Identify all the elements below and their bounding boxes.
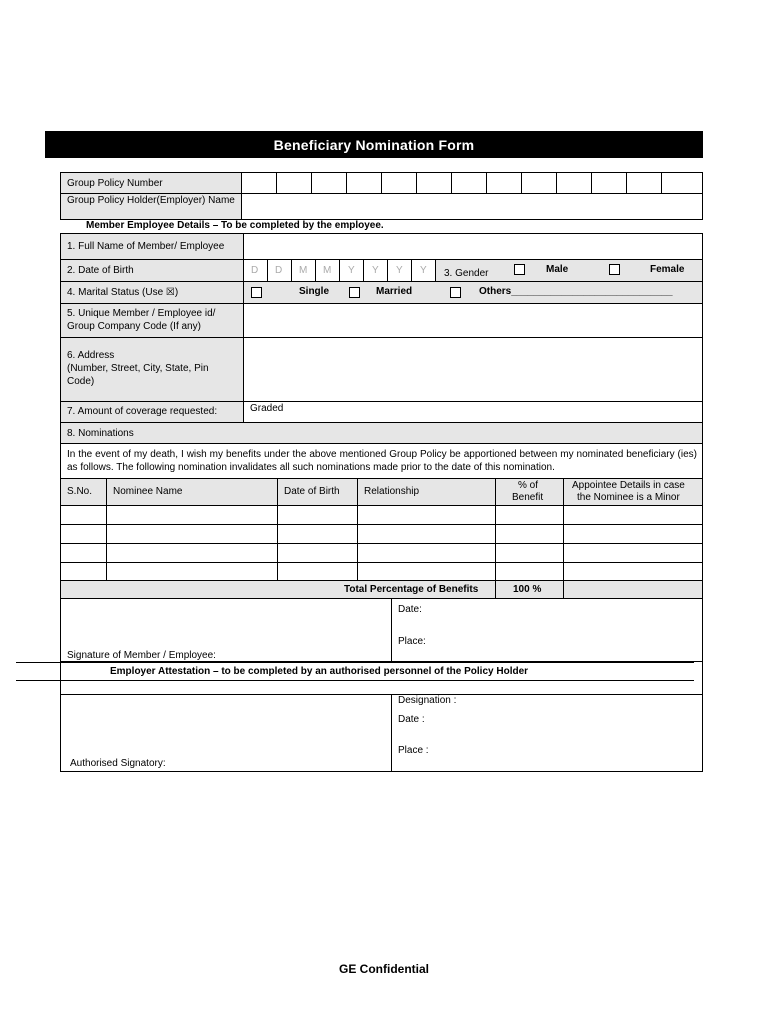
member-section-heading: Member Employee Details – To be completed by the employee. bbox=[86, 220, 384, 231]
form-title: Beneficiary Nomination Form bbox=[45, 131, 703, 158]
address-label-cell bbox=[60, 337, 244, 402]
gender-female-label: Female bbox=[650, 264, 685, 275]
marital-married-label: Married bbox=[376, 286, 413, 297]
gender-label: 3. Gender bbox=[444, 268, 489, 279]
dob-digit-8: Y bbox=[420, 265, 427, 276]
dob-digit-2: D bbox=[275, 265, 283, 276]
designation-label: Designation : bbox=[398, 695, 457, 706]
header-appointee-line1: Appointee Details in case bbox=[572, 480, 685, 491]
authorised-signatory-label[interactable]: Authorised Signatory: bbox=[70, 758, 166, 769]
header-dob: Date of Birth bbox=[284, 486, 340, 497]
policy-holder-field[interactable] bbox=[241, 193, 703, 220]
dob-digit-7: Y bbox=[396, 265, 403, 276]
full-name-label-cell bbox=[60, 233, 244, 260]
gender-male-label: Male bbox=[546, 264, 569, 275]
footer-confidential: GE Confidential bbox=[339, 962, 429, 976]
full-name-field[interactable] bbox=[243, 233, 703, 260]
marital-single-checkbox[interactable] bbox=[251, 287, 262, 298]
dob-label: 2. Date of Birth bbox=[67, 265, 134, 276]
member-signature-label[interactable]: Signature of Member / Employee: bbox=[67, 650, 216, 661]
table-row bbox=[60, 524, 703, 525]
marital-label-cell bbox=[60, 281, 244, 304]
coverage-label: 7. Amount of coverage requested: bbox=[67, 406, 218, 417]
gender-male-checkbox[interactable] bbox=[514, 264, 525, 275]
attestation-place-label: Place : bbox=[398, 745, 429, 756]
total-value: 100 % bbox=[513, 584, 542, 595]
address-field[interactable] bbox=[243, 337, 703, 402]
dob-digit-1: D bbox=[251, 265, 259, 276]
unique-id-label-cell bbox=[60, 303, 244, 338]
member-date-label: Date: bbox=[398, 604, 422, 615]
header-sno: S.No. bbox=[67, 486, 93, 497]
full-name-label: 1. Full Name of Member/ Employee bbox=[67, 241, 225, 252]
policy-holder-label-cell bbox=[60, 193, 242, 220]
marital-married-checkbox[interactable] bbox=[349, 287, 360, 298]
group-policy-number-label: Group Policy Number bbox=[67, 178, 163, 189]
table-row bbox=[60, 543, 703, 544]
coverage-label-cell bbox=[60, 401, 244, 423]
employer-section-heading: Employer Attestation – to be completed by an authorised personnel of the Policy Holder bbox=[110, 666, 529, 677]
table-row bbox=[60, 562, 703, 563]
marital-others-checkbox[interactable] bbox=[450, 287, 461, 298]
nominations-text: In the event of my death, I wish my benefits under the above mentioned Group Policy be apportioned between my nominated beneficiary (ies) as follows. The following nomination invalidates all such nominations made prior to the date of this nomination. bbox=[67, 449, 697, 473]
nominations-text-cell bbox=[60, 443, 703, 479]
marital-others-label: Others_____________________________ bbox=[479, 286, 673, 297]
address-label-line2: (Number, Street, City, State, Pin bbox=[67, 363, 209, 374]
nominations-label: 8. Nominations bbox=[67, 428, 134, 439]
header-pct-line2: Benefit bbox=[512, 492, 544, 503]
marital-label: 4. Marital Status (Use ☒) bbox=[67, 287, 179, 298]
dob-digit-4: M bbox=[323, 265, 332, 276]
coverage-value: Graded bbox=[250, 403, 284, 414]
unique-id-field[interactable] bbox=[243, 303, 703, 338]
address-label-line1: 6. Address bbox=[67, 350, 115, 361]
address-label-line3: Code) bbox=[67, 376, 95, 387]
dob-digit-3: M bbox=[299, 265, 308, 276]
total-label: Total Percentage of Benefits bbox=[344, 584, 479, 595]
dob-digit-5: Y bbox=[348, 265, 355, 276]
nominations-label-cell bbox=[60, 422, 703, 444]
dob-digit-6: Y bbox=[372, 265, 379, 276]
attestation-date-label: Date : bbox=[398, 714, 425, 725]
header-pct-line1: % of bbox=[518, 480, 539, 491]
header-appointee-line2: the Nominee is a Minor bbox=[577, 492, 680, 503]
member-place-label: Place: bbox=[398, 636, 426, 647]
policy-holder-label: Group Policy Holder(Employer) Name bbox=[67, 195, 235, 206]
unique-id-label-line1: 5. Unique Member / Employee id/ bbox=[67, 308, 216, 319]
header-nominee-name: Nominee Name bbox=[113, 486, 183, 497]
marital-single-label: Single bbox=[299, 286, 330, 297]
coverage-field[interactable] bbox=[243, 401, 703, 423]
unique-id-label-line2: Group Company Code (If any) bbox=[67, 321, 201, 332]
group-policy-number-label-cell bbox=[60, 172, 242, 194]
header-relationship: Relationship bbox=[364, 486, 420, 497]
dob-label-cell bbox=[60, 259, 244, 282]
gender-female-checkbox[interactable] bbox=[609, 264, 620, 275]
